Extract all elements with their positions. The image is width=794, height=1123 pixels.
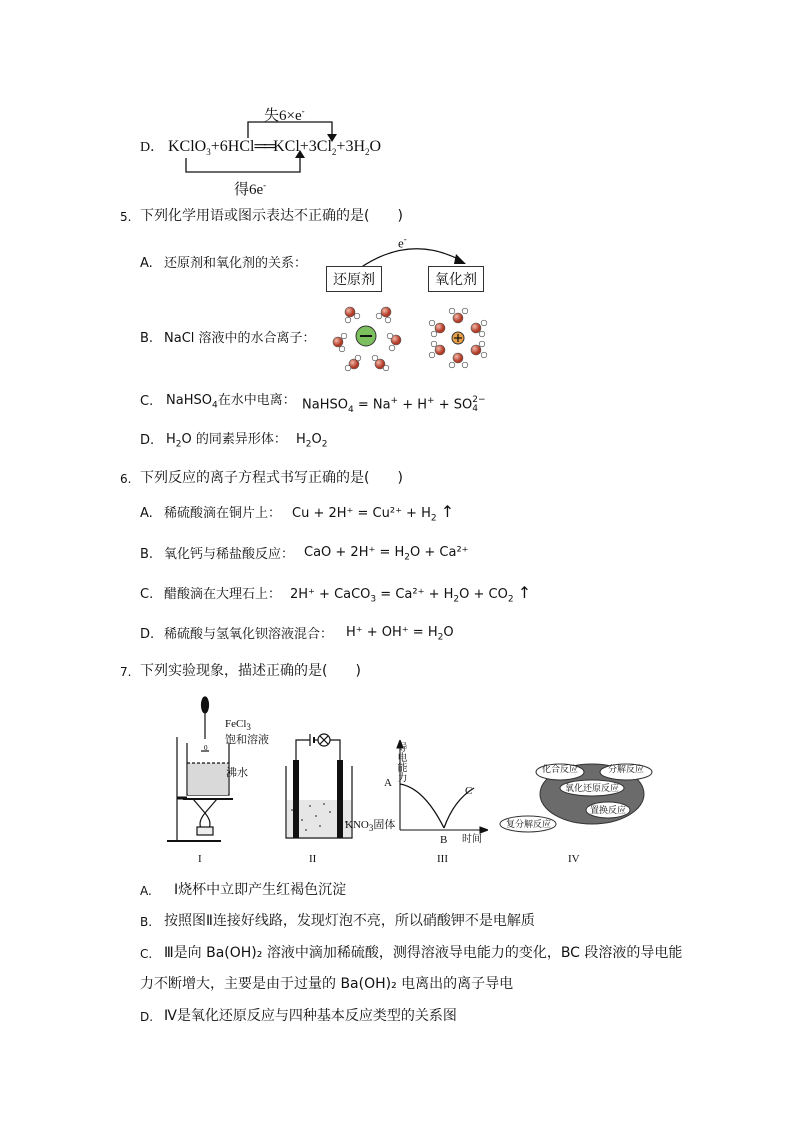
fig1-water-label: 沸水	[226, 767, 248, 779]
q7-c-text-line1: Ⅲ是向 Ba(OH)₂ 溶液中滴加稀硫酸，测得溶液导电能力的变化，BC 段溶液的导电能	[164, 945, 683, 961]
q5-a-electron-arc	[320, 230, 500, 270]
q7-b-label: B.	[140, 915, 153, 929]
fig3-caption: III	[437, 853, 448, 865]
q7-d-text: Ⅳ是氧化还原反应与四种基本反应类型的关系图	[164, 1008, 457, 1024]
fig3-point-a: A	[384, 777, 392, 789]
q7-number: 7.	[120, 665, 132, 679]
q5-c-equation: NaHSO$_4$ = Na+ + H+ + SO 2− 4	[302, 394, 486, 415]
fig4-double-decomposition: 复分解反应	[506, 819, 552, 829]
q5-a-text: 还原剂和氧化剂的关系：	[164, 256, 308, 271]
q7-c-text-line2: 力不断增大，主要是由于过量的 Ba(OH)₂ 电离出的离子导电	[140, 976, 514, 992]
reducer-box: 还原剂	[326, 266, 382, 292]
q5-c-label: C.	[140, 394, 154, 409]
gain-label: 得6e	[234, 182, 264, 198]
fig4-caption: IV	[568, 853, 580, 865]
q6-stem: 下列反应的离子方程式书写正确的是( )	[140, 470, 403, 486]
q6-d-label: D.	[140, 627, 155, 642]
q5-b-text: NaCl 溶液中的水合离子：	[164, 331, 316, 346]
q6-b-equation: CaO + $2H^+ = H_2O + Ca^{2+}$	[304, 545, 469, 563]
q7-d-label: D.	[140, 1010, 154, 1024]
q5-c-text: NaHSO$_4$在水中电离：	[166, 393, 296, 411]
fig4-combination: 化合反应	[542, 764, 579, 774]
option-d-label: D．	[140, 140, 165, 155]
q6-c-text: 醋酸滴在大理石上：	[164, 587, 282, 602]
chloride-ion-cluster	[333, 307, 401, 371]
fig1-caption: I	[198, 853, 202, 865]
fig2-solid-label: $KNO_3$固体	[345, 819, 396, 834]
fig3-point-b: B	[440, 834, 448, 846]
q6-c-equation: 2H⁺ + CaCO$_3$ = $Ca^{2+} + H_2O + CO_2$ ↑	[290, 583, 532, 605]
oxidizer-box: 氧化剂	[428, 266, 484, 292]
lose-label: 失6×e	[264, 108, 302, 124]
q7-b-text: 按照图Ⅱ连接好线路，发现灯泡不亮，所以硝酸钾不是电解质	[164, 913, 535, 929]
svg-text:0: 0	[204, 744, 208, 752]
q6-number: 6.	[120, 472, 132, 486]
q5-d-formula: $H_2O_2$	[296, 432, 328, 450]
q5-a-label: A.	[140, 256, 153, 271]
fig4-replacement: 置换反应	[590, 805, 627, 815]
q7-c-label: C.	[140, 947, 153, 961]
sodium-ion-cluster	[429, 308, 487, 368]
q5-a-electron: e	[398, 235, 404, 251]
fig4-redox: 氧化还原反应	[565, 783, 620, 793]
q5-number: 5.	[120, 210, 132, 224]
q5-d-label: D.	[140, 433, 155, 448]
q7-a-text: Ⅰ烧杯中立即产生红褐色沉淀	[174, 882, 347, 898]
fig4-decomposition: 分解反应	[608, 764, 645, 774]
q6-c-label: C.	[140, 587, 154, 602]
fig1-reagent-label: FeCl$_3$ 饱和溶液	[225, 718, 269, 747]
q5-b-label: B.	[140, 331, 154, 346]
q6-a-text: 稀硫酸滴在铜片上：	[164, 506, 282, 521]
fig3-point-c: C	[465, 785, 473, 797]
fig3-y-label: 导电能力	[395, 742, 406, 782]
q5-stem: 下列化学用语或图示表达不正确的是( )	[140, 208, 403, 224]
hydrated-ions-diagram	[330, 298, 510, 378]
q4-option-d: 失6×e- D． $KClO_3+6HCl══KCl+3Cl_2+3H_2O$ 得6e-	[140, 100, 460, 195]
fig2-caption: II	[309, 853, 317, 865]
q7-a-label: A.	[140, 884, 152, 898]
q6-b-label: B.	[140, 547, 154, 562]
q5-d-text: $H_2O$ 的同素异形体：	[166, 432, 287, 450]
q6-d-text: 稀硫酸与氢氧化钡溶液混合：	[164, 627, 334, 642]
q7-stem: 下列实验现象，描述正确的是( )	[140, 663, 361, 679]
fig3-x-label: 时间	[462, 834, 482, 845]
q6-b-text: 氧化钙与稀盐酸反应：	[164, 547, 295, 562]
q6-a-label: A.	[140, 506, 153, 521]
q6-d-equation: $H^+ + OH^+ = H_2O$	[346, 625, 454, 643]
redox-equation: $KClO_3+6HCl══KCl+3Cl_2+3H_2O$	[168, 138, 382, 158]
q6-a-equation: $Cu + 2H^+ = Cu^{2+} + H_2$ ↑	[292, 502, 455, 524]
